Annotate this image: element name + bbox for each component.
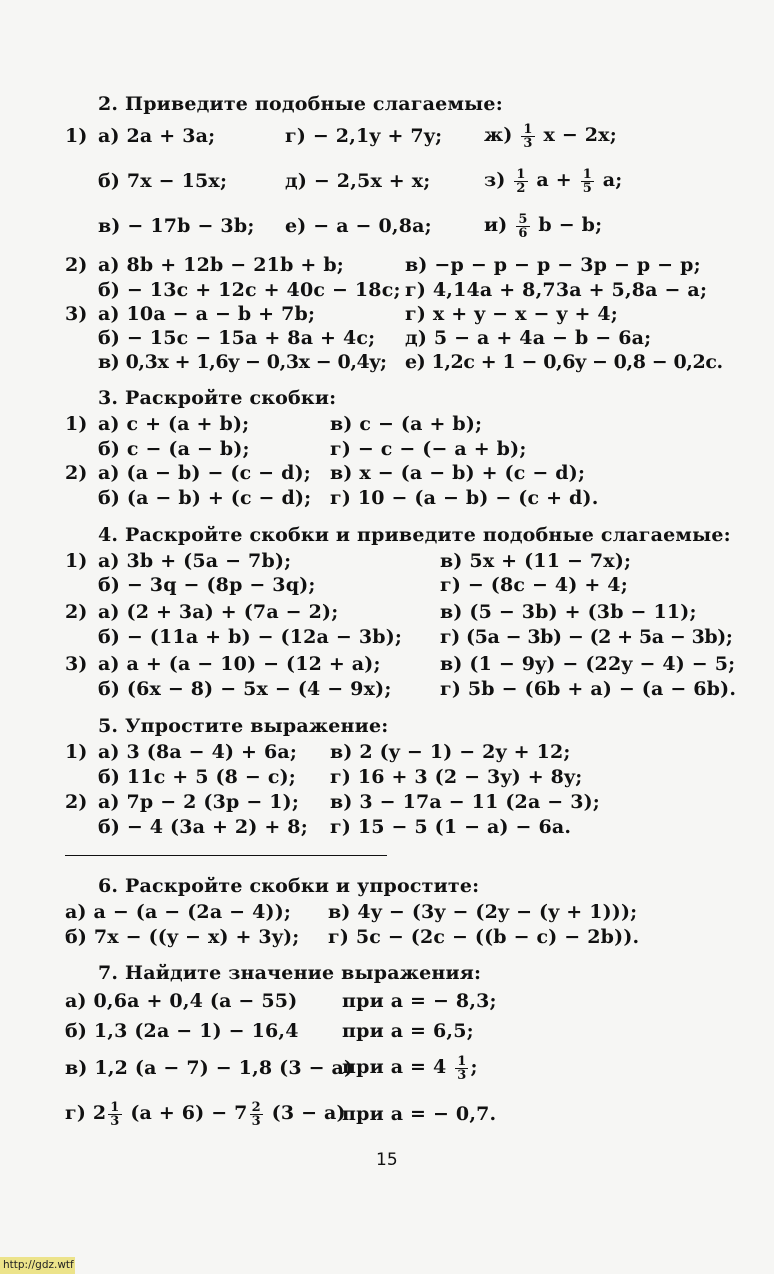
ex2-p1-i [484, 208, 602, 242]
z-post: a; [602, 169, 623, 191]
frac-den: 2 [516, 180, 526, 196]
ex5-p1-b: б) 11c + 5 (8 − c); [98, 766, 297, 788]
fraction [516, 213, 529, 240]
watermark-link[interactable]: http://gdz.wtf [0, 1257, 75, 1274]
frac-num: 5 [518, 211, 528, 227]
v-cond-post: ; [470, 1056, 478, 1078]
ex2-p1-e: е) − a − 0,8a; [285, 215, 432, 237]
ex4-p3-b: б) (6x − 8) − 5x − (4 − 9x); [98, 678, 392, 700]
ex2-p2-g: г) 4,14a + 8,73a + 5,8a − a; [405, 279, 708, 301]
ex3-p1-a: а) c + (a + b); [98, 413, 250, 435]
frac-num: 1 [516, 166, 526, 182]
fraction [521, 123, 534, 150]
frac-num: 1 [457, 1053, 467, 1069]
frac-num: 1 [523, 121, 533, 137]
frac-num: 2 [251, 1099, 261, 1115]
ex2-p3-v: в) 0,3x + 1,6y − 0,3x − 0,4y; [98, 351, 387, 373]
frac-den: 3 [523, 135, 533, 151]
ex2-p3-e: е) 1,2c + 1 − 0,6y − 0,8 − 0,2c. [405, 351, 723, 373]
ex2-p1-z [484, 163, 623, 197]
ex7-a-cond: при a = − 8,3; [342, 990, 497, 1012]
ex3-p1-label: 1) [65, 413, 88, 435]
ex7-g-cond: при a = − 0,7. [342, 1103, 497, 1125]
ex4-p3-label: 3) [65, 653, 88, 675]
frac-den: 3 [110, 1113, 120, 1129]
v-cond-pre: при a = 4 [342, 1056, 447, 1078]
ex3-p2-v: в) x − (a − b) + (c − d); [330, 462, 586, 484]
ex5-p1-a: а) 3 (8a − 4) + 6a; [98, 741, 298, 763]
fraction [250, 1101, 263, 1128]
ex4-p3-g: г) 5b − (6b + a) − (a − 6b). [440, 678, 737, 700]
ex6-title: 6. Раскройте скобки и упростите: [98, 875, 480, 897]
ex7-a: а) 0,6a + 0,4 (a − 55) [65, 990, 298, 1012]
ex3-p1-g: г) − c − (− a + b); [330, 438, 527, 460]
fraction [514, 168, 527, 195]
ex2-p3-d: д) 5 − a + 4a − b − 6a; [405, 327, 652, 349]
frac-den: 5 [582, 180, 592, 196]
i-post: b − b; [538, 214, 603, 236]
frac-num: 1 [110, 1099, 120, 1115]
g-post: (3 − a) [271, 1102, 346, 1124]
ex5-title: 5. Упростите выражение: [98, 715, 389, 737]
ex3-title: 3. Раскройте скобки: [98, 387, 337, 409]
ex2-p1-v: в) − 17b − 3b; [98, 215, 255, 237]
ex6-b: б) 7x − ((y − x) + 3y); [65, 926, 300, 948]
ex2-p2-b: б) − 13c + 12c + 40c − 18c; [98, 279, 401, 301]
ex7-b-cond: при a = 6,5; [342, 1020, 474, 1042]
ex4-p2-b: б) − (11a + b) − (12a − 3b); [98, 626, 403, 648]
ex4-p3-v: в) (1 − 9y) − (22y − 4) − 5; [440, 653, 736, 675]
ex2-p3-label: 3) [65, 303, 88, 325]
ex2-p1-d: д) − 2,5x + x; [285, 170, 431, 192]
ex6-a: а) a − (a − (2a − 4)); [65, 901, 292, 923]
ex2-p2-label: 2) [65, 254, 88, 276]
z-mid: a + [536, 169, 572, 191]
z-pre: з) [484, 169, 506, 191]
ex5-p1-v: в) 2 (y − 1) − 2y + 12; [330, 741, 571, 763]
frac-den: 3 [251, 1113, 261, 1129]
ex4-p1-b: б) − 3q − (8p − 3q); [98, 574, 316, 596]
ex7-b: б) 1,3 (2a − 1) − 16,4 [65, 1020, 299, 1042]
ex3-p1-v: в) c − (a + b); [330, 413, 483, 435]
ex7-title: 7. Найдите значение выражения: [98, 962, 482, 984]
ex4-title: 4. Раскройте скобки и приведите подобные слагаемые: [98, 524, 731, 546]
ex4-p2-v: в) (5 − 3b) + (3b − 11); [440, 601, 697, 623]
ex4-p1-a: а) 3b + (5a − 7b); [98, 550, 292, 572]
ex3-p2-b: б) (a − b) + (c − d); [98, 487, 312, 509]
g-mid: (a + 6) − 7 [130, 1102, 248, 1124]
ex3-p2-label: 2) [65, 462, 88, 484]
ex2-title: 2. Приведите подобные слагаемые: [98, 93, 503, 115]
ex2-p1-g: г) − 2,1y + 7y; [285, 125, 443, 147]
ex2-p1-a: а) 2a + 3a; [98, 125, 216, 147]
ex4-p2-g: г) (5a − 3b) − (2 + 5a − 3b); [440, 626, 733, 648]
ex5-p2-v: в) 3 − 17a − 11 (2a − 3); [330, 791, 601, 813]
ex5-p2-b: б) − 4 (3a + 2) + 8; [98, 816, 308, 838]
ex3-p2-a: а) (a − b) − (c − d); [98, 462, 311, 484]
ex5-p2-label: 2) [65, 791, 88, 813]
ex4-p1-v: в) 5x + (11 − 7x); [440, 550, 632, 572]
g-pre: г) 2 [65, 1102, 107, 1124]
ex2-p3-a: а) 10a − a − b + 7b; [98, 303, 316, 325]
ex5-p2-a: а) 7p − 2 (3p − 1); [98, 791, 300, 813]
ex2-p1-b: б) 7x − 15x; [98, 170, 228, 192]
ex7-g [65, 1096, 346, 1130]
fraction [108, 1101, 121, 1128]
ex4-p3-a: а) a + (a − 10) − (12 + a); [98, 653, 381, 675]
ex4-p1-label: 1) [65, 550, 88, 572]
ex2-p3-g: г) x + y − x − y + 4; [405, 303, 619, 325]
ex2-p1-label: 1) [65, 125, 88, 147]
fraction [455, 1055, 468, 1082]
ex2-p2-a: а) 8b + 12b − 21b + b; [98, 254, 345, 276]
ex4-p2-a: а) (2 + 3a) + (7a − 2); [98, 601, 339, 623]
zh-post: x − 2x; [543, 124, 617, 146]
ex4-p2-label: 2) [65, 601, 88, 623]
ex3-p2-g: г) 10 − (a − b) − (c + d). [330, 487, 599, 509]
ex4-p1-g: г) − (8c − 4) + 4; [440, 574, 628, 596]
ex2-p1-zh [484, 118, 617, 152]
section-divider [65, 855, 387, 856]
ex5-p1-g: г) 16 + 3 (2 − 3y) + 8y; [330, 766, 583, 788]
frac-den: 6 [518, 225, 528, 241]
zh-pre: ж) [484, 124, 513, 146]
frac-den: 3 [457, 1067, 467, 1083]
ex5-p2-g: г) 15 − 5 (1 − a) − 6a. [330, 816, 572, 838]
page-number: 15 [376, 1150, 398, 1170]
ex5-p1-label: 1) [65, 741, 88, 763]
ex2-p3-b: б) − 15c − 15a + 8a + 4c; [98, 327, 376, 349]
ex7-v: в) 1,2 (a − 7) − 1,8 (3 − a) [65, 1057, 354, 1079]
i-pre: и) [484, 214, 508, 236]
fraction [581, 168, 594, 195]
ex3-p1-b: б) c − (a − b); [98, 438, 250, 460]
frac-num: 1 [582, 166, 592, 182]
ex6-v: в) 4y − (3y − (2y − (y + 1))); [328, 901, 638, 923]
ex7-v-cond [342, 1050, 478, 1084]
ex2-p2-v: в) −p − p − p − 3p − p − p; [405, 254, 701, 276]
ex6-g: г) 5c − (2c − ((b − c) − 2b)). [328, 926, 640, 948]
